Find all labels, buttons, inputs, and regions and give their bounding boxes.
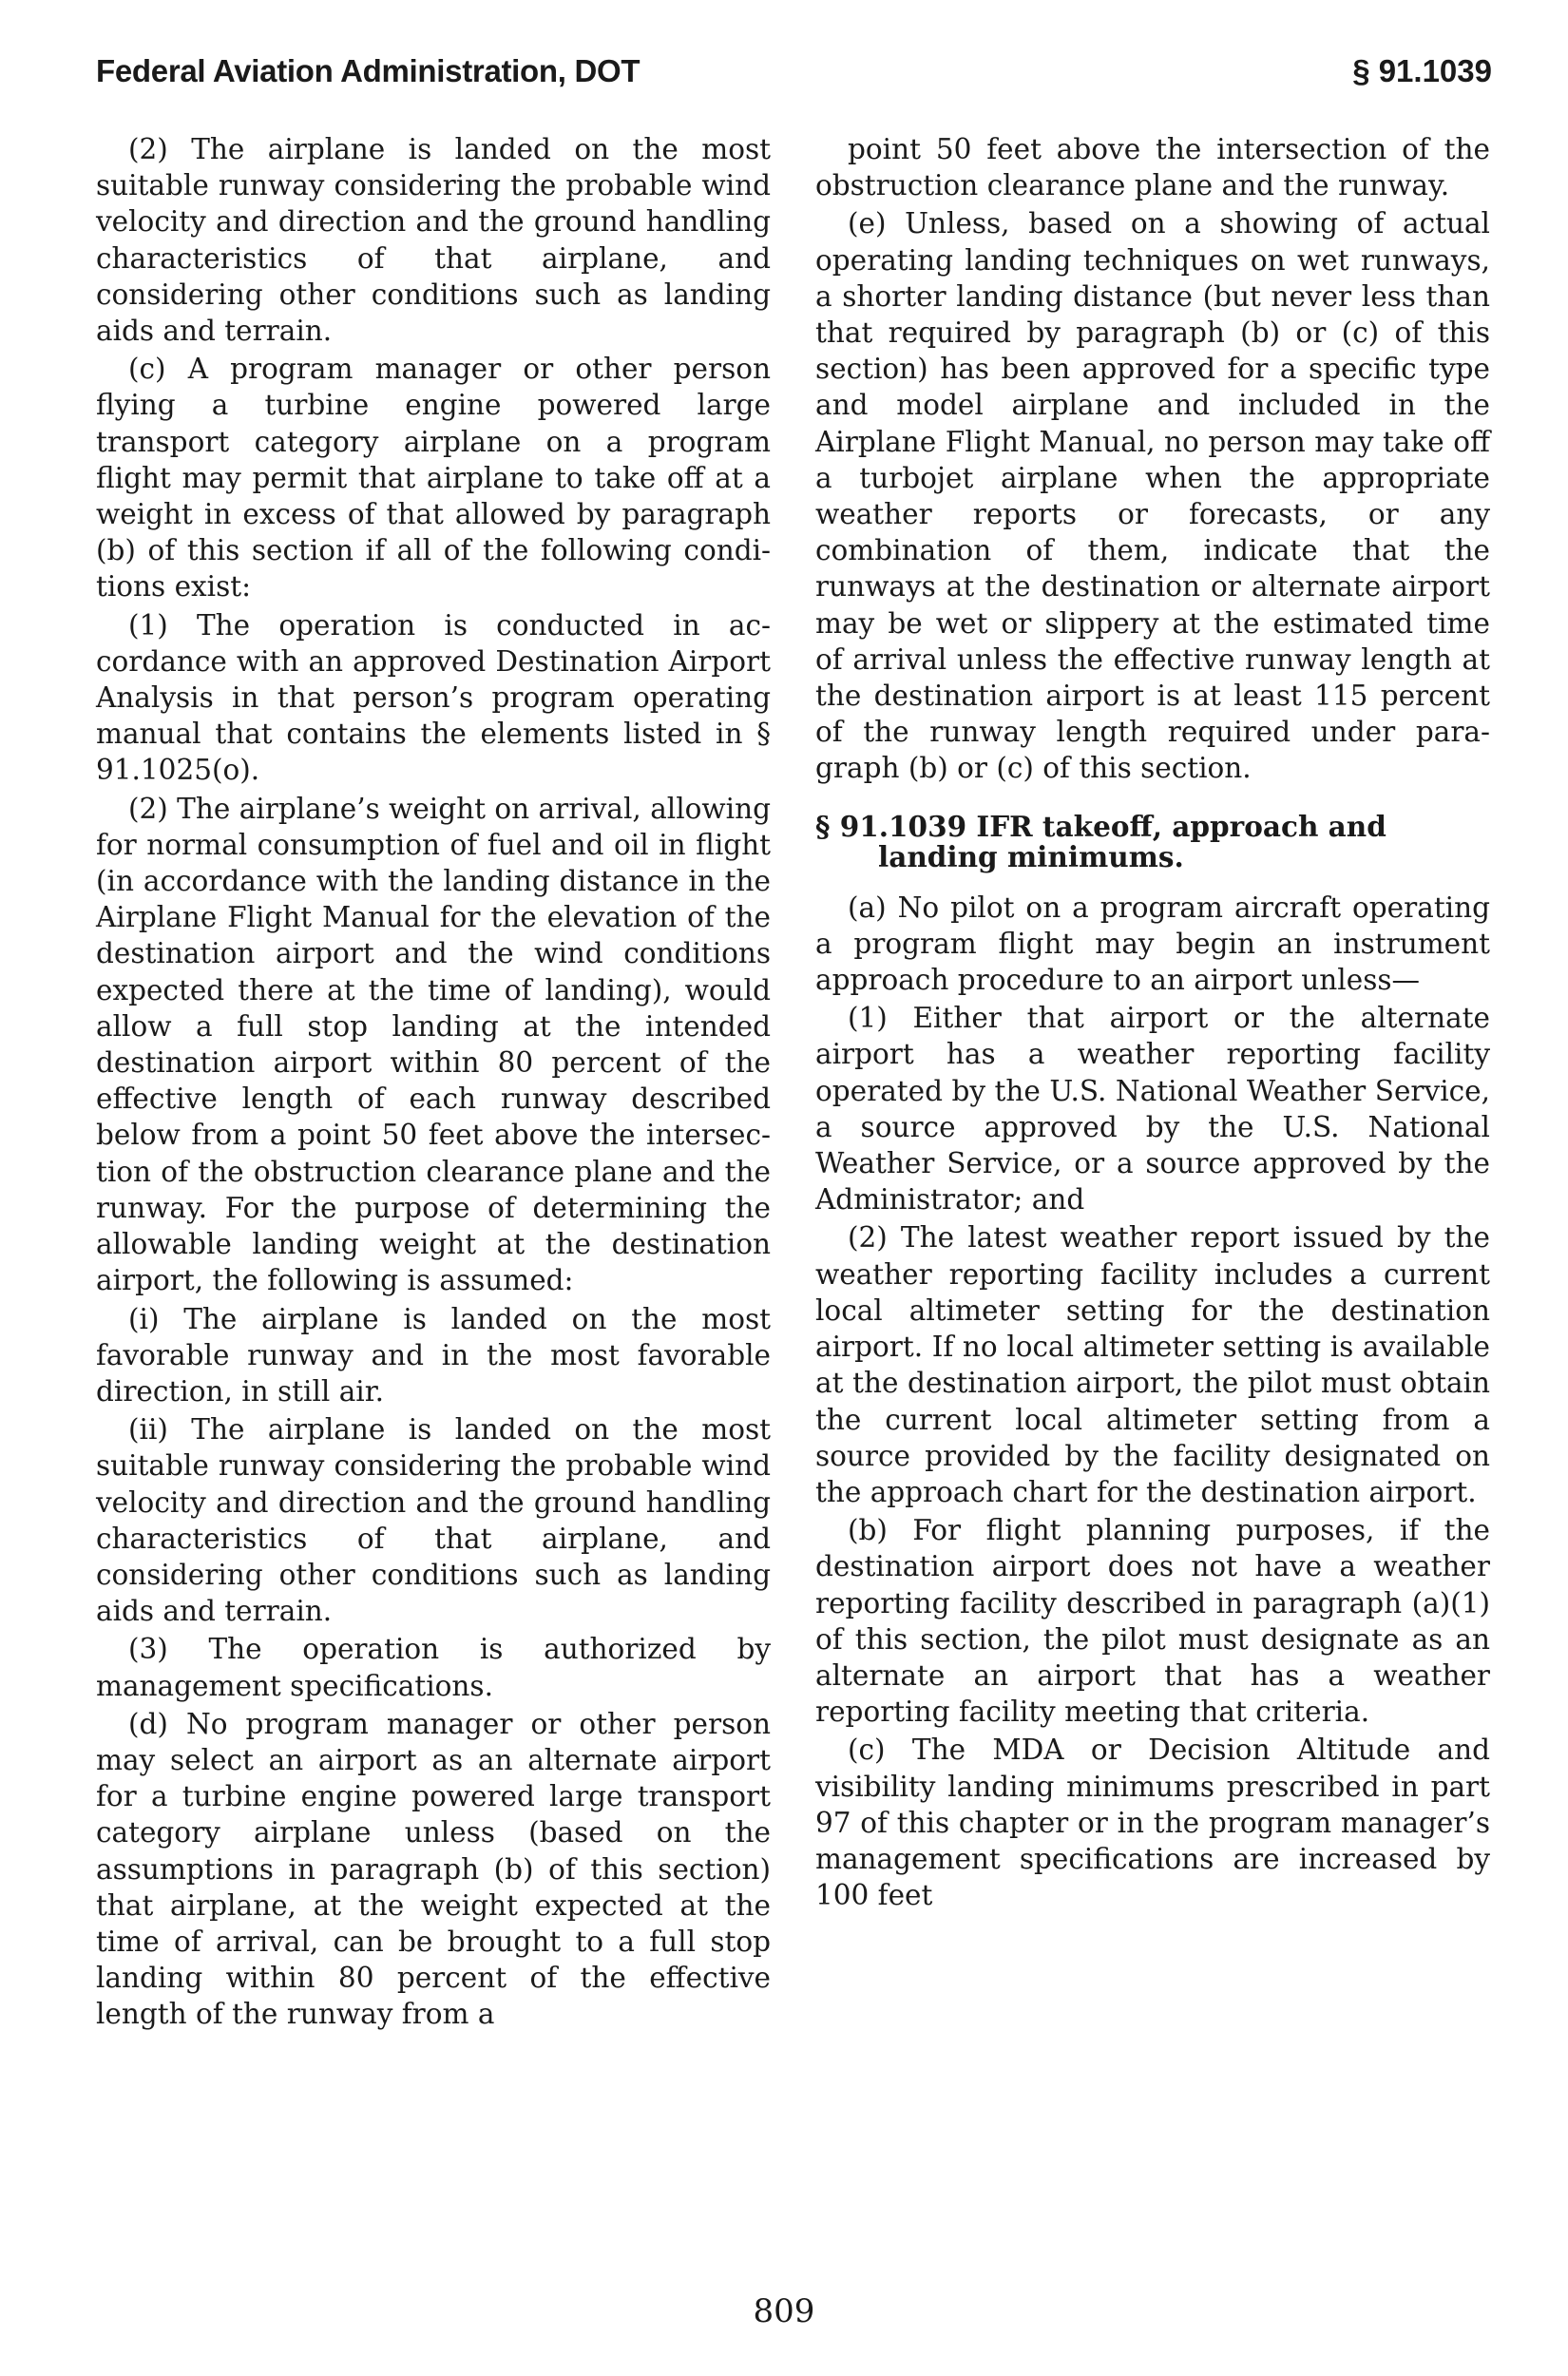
paragraph: (e) Unless, based on a showing of actual operating landing techniques on wet runways, a shorter landing distance (but never less than that required by paragraph (b) or (c) of this section) has been approved for a specific type and model airplane and included in the Airplane Flight Manual, no person may take off a turbojet airplane when the appropriate weather reports or forecasts, or any combination of them, indicate that the runways at the destination or alternate airport may be wet or slippery at the estimated time of arrival unless the effective runway length at the destination airport is at least 115 percent of the runway length required under paragraph (b) or (c) of this section. [815, 207, 1490, 785]
right-column [815, 131, 1490, 1915]
paragraph: (2) The airplane’s weight on arrival, allowing for normal consumption of fuel and oil in flight (in accordance with the landing distance in the Airplane Flight Manual for the elevation of the destination airport and the wind conditions expected there at the time of landing), would allow a full stop landing at the intended destination airport within 80 percent of the effective length of each runway described below from a point 50 feet above the intersection of the obstruction clearance plane and the runway. For the purpose of determining the allowable landing weight at the destination airport, the following is assumed: [96, 792, 771, 1297]
paragraph: (c) The MDA or Decision Altitude and visibility landing minimums prescribed in part 97 of this chapter or in the program manager’s management specifications are increased by 100 feet [815, 1734, 1490, 1912]
paragraph: (2) The airplane is landed on the most suitable runway considering the probable wind velocity and direction and the ground handling characteristics of that airplane, and considering other conditions such as landing aids and terrain. [96, 133, 771, 348]
paragraph: (a) No pilot on a program aircraft operating a program flight may begin an instrument approach procedure to an airport unless— [815, 891, 1490, 997]
paragraph: (1) The operation is conducted in accordance with an approved Destination Airport Analysis in that person’s program operating manual that contains the elements listed in § 91.1025(o). [96, 608, 771, 787]
paragraph: (i) The airplane is landed on the most favorable runway and in the most favorable direction, in still air. [96, 1302, 771, 1408]
left-column [96, 131, 771, 2035]
running-header-agency: Federal Aviation Administration, DOT [96, 53, 641, 88]
paragraph: (1) Either that airport or the alternate airport has a weather reporting facility operated by the U.S. National Weather Service, a source approved by the U.S. National Weather Service, or a source approved by the Administrator; and [815, 1002, 1490, 1217]
section-heading: § 91.1039 IFR takeoff, approach and landing minimums. [815, 809, 1386, 873]
paragraph: (b) For flight planning purposes, if the destination airport does not have a weather reporting facility described in paragraph (a)(1) of this section, the pilot must designate as an alternate an airport that has a weather reporting facility meeting that criteria. [815, 1514, 1490, 1729]
paragraph: (2) The latest weather report issued by the weather reporting facility includes a current local altimeter setting for the destination airport. If no local altimeter setting is available at the destination airport, the pilot must obtain the current local altimeter setting from a source provided by the facility designated on the approach chart for the destination airport. [815, 1221, 1490, 1508]
paragraph: point 50 feet above the intersection of the obstruction clearance plane and the runway. [815, 133, 1490, 202]
page-number: 809 [753, 2292, 815, 2330]
paragraph: (3) The operation is authorized by management specifications. [96, 1633, 771, 1702]
paragraph: (d) No program manager or other person may select an airport as an alternate airport for a turbine engine powered large transport category airplane unless (based on the assumptions in paragraph (b) of this section) that airplane, at the weight expected at the time of arrival, can be brought to a full stop landing within 80 percent of the effective length of the runway from a [96, 1707, 771, 2031]
paragraph: (ii) The airplane is landed on the most suitable runway considering the probable wind velocity and direction and the ground handling characteristics of that airplane, and considering other conditions such as landing aids and terrain. [96, 1413, 771, 1628]
running-header-section: § 91.1039 [1352, 53, 1492, 88]
paragraph: (c) A program manager or other person flying a turbine engine powered large transport category airplane on a program flight may permit that airplane to take off at a weight in excess of that allowed by paragraph (b) of this section if all of the following conditions exist: [96, 353, 771, 604]
